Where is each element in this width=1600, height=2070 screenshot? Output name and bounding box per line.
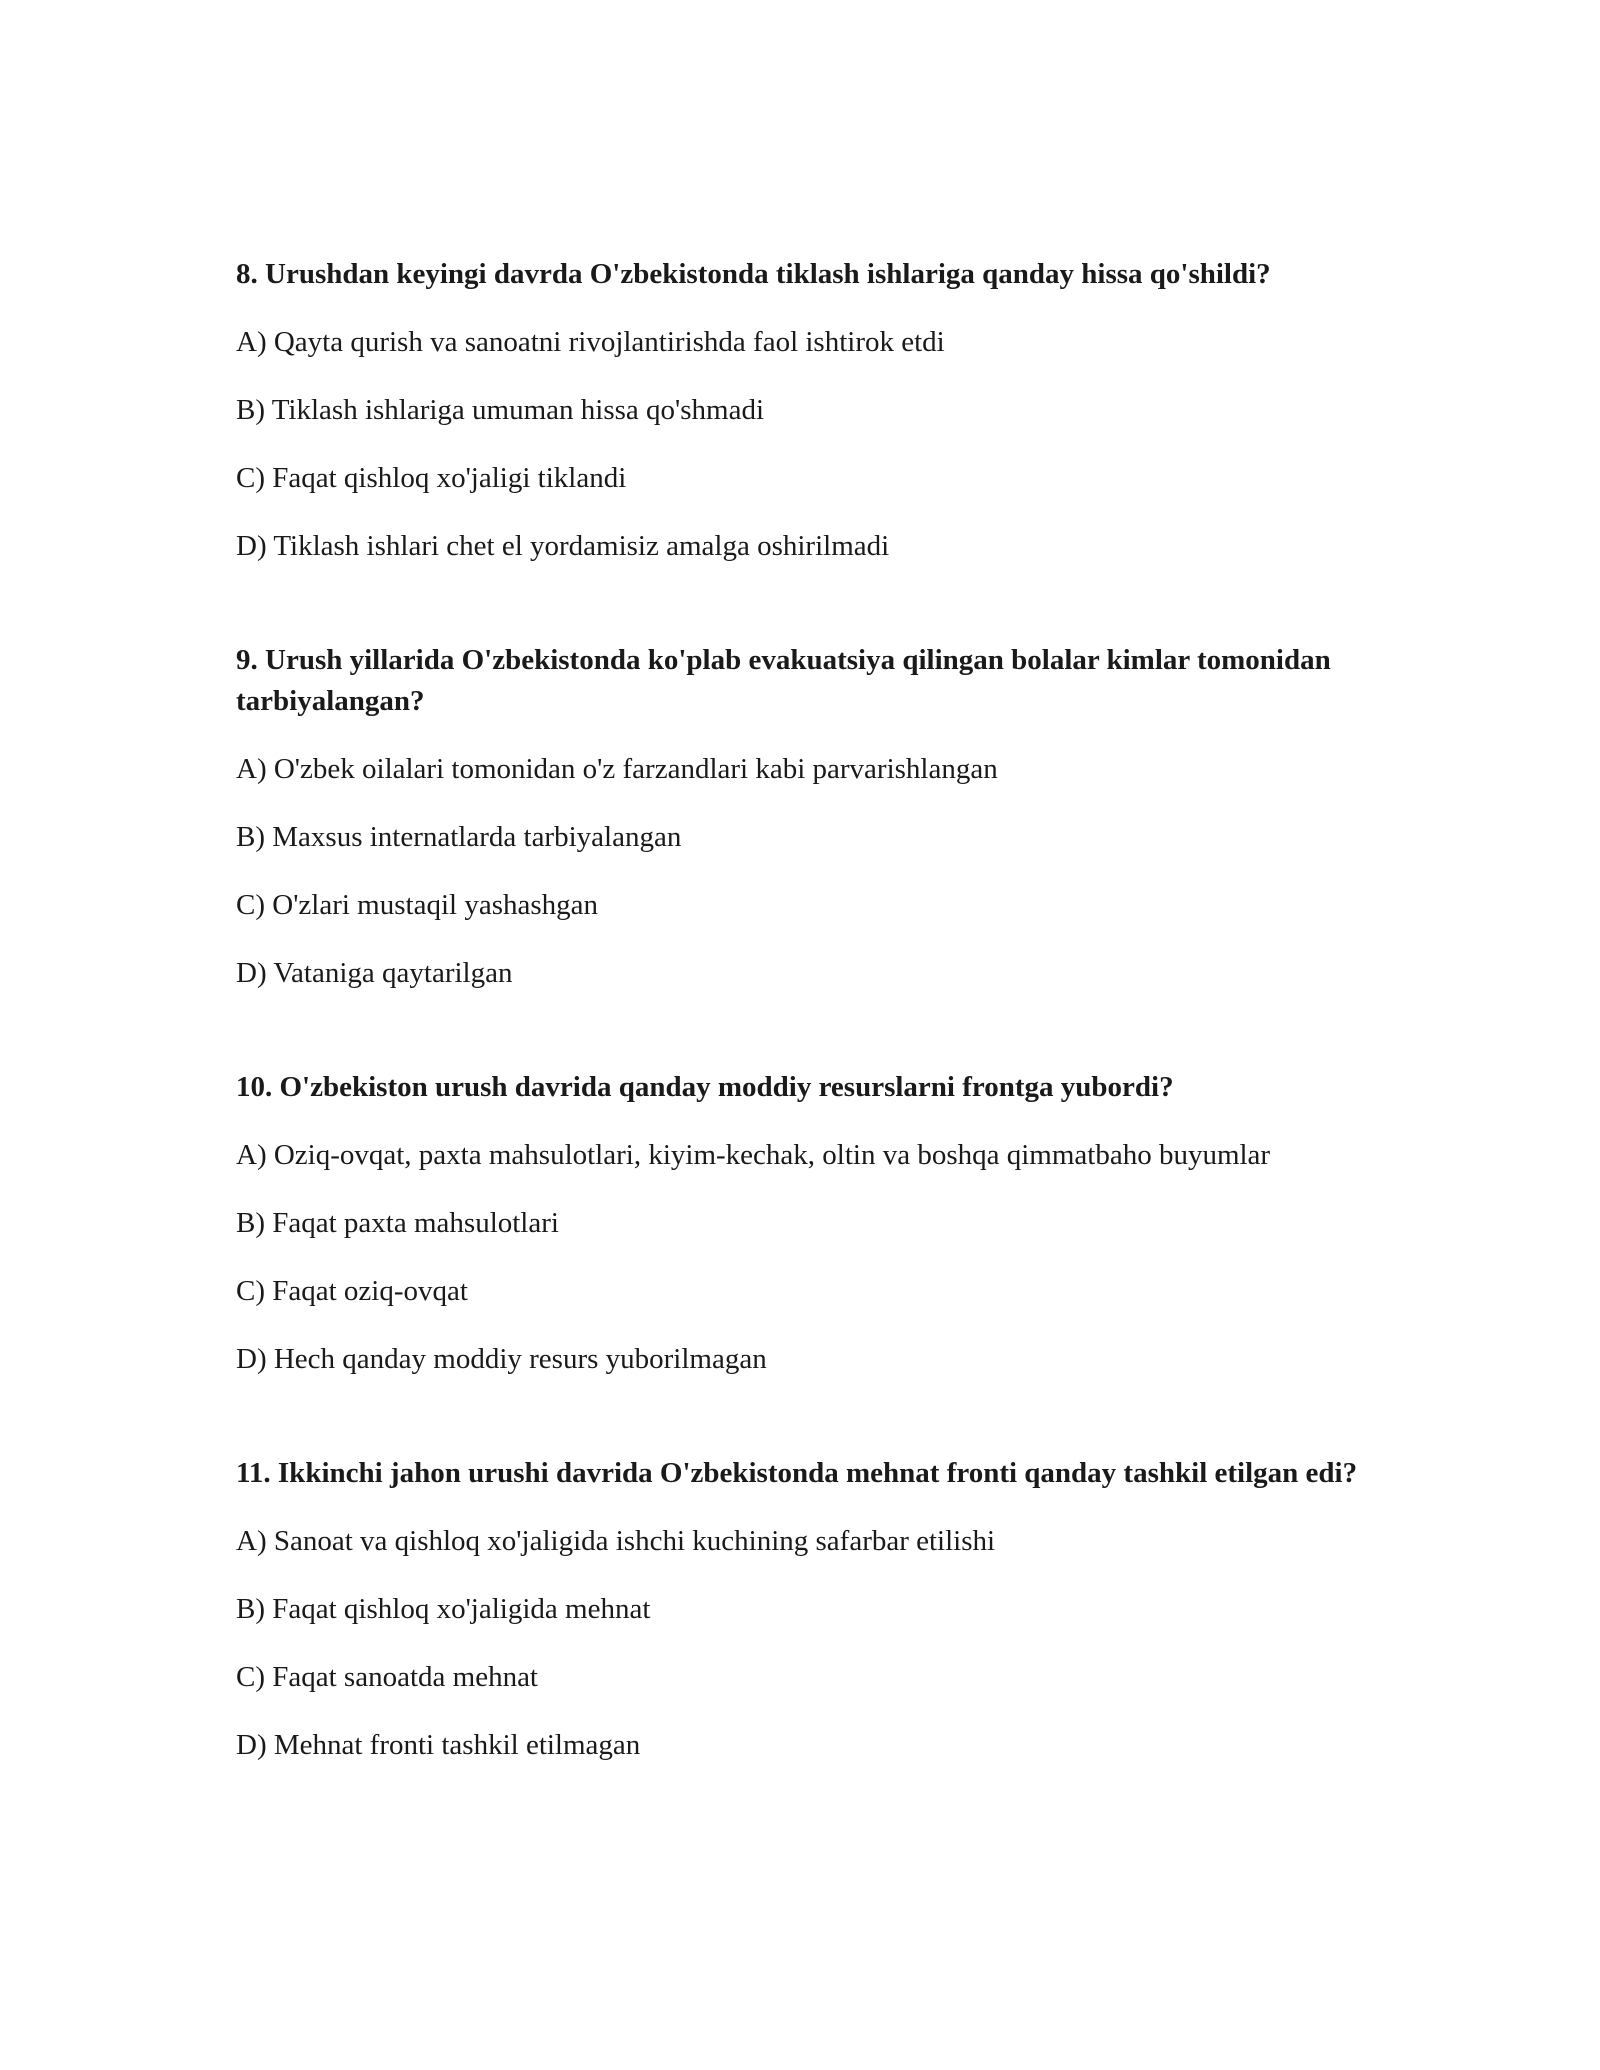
question-text: 9. Urush yillarida O'zbekistonda ko'plab evakuatsiya qilingan bolalar kimlar tomonidan tarbiyalangan? (236, 644, 1331, 717)
answer-option-d: D) Hech qanday moddiy resurs yuborilmagan (236, 1343, 767, 1375)
question-block-10 (236, 1067, 1396, 1380)
question-block-9 (236, 640, 1396, 994)
answer-option-c: C) Faqat oziq-ovqat (236, 1275, 468, 1307)
answer-option-a: A) Sanoat va qishloq xo'jaligida ishchi kuchining safarbar etilishi (236, 1525, 996, 1557)
question-block-8 (236, 254, 1396, 567)
question-text: 11. Ikkinchi jahon urushi davrida O'zbekistonda mehnat fronti qanday tashkil etilgan edi? (236, 1457, 1358, 1489)
question-block-11 (236, 1453, 1396, 1766)
answer-option-a: A) Qayta qurish va sanoatni rivojlantirishda faol ishtirok etdi (236, 326, 945, 358)
question-text: 8. Urushdan keyingi davrda O'zbekistonda tiklash ishlariga qanday hissa qo'shildi? (236, 258, 1271, 290)
document-page (236, 254, 1396, 1839)
answer-option-b: B) Faqat paxta mahsulotlari (236, 1207, 559, 1239)
answer-option-c: C) Faqat sanoatda mehnat (236, 1661, 538, 1693)
question-text: 10. O'zbekiston urush davrida qanday moddiy resurslarni frontga yubordi? (236, 1071, 1174, 1103)
answer-option-d: D) Mehnat fronti tashkil etilmagan (236, 1729, 641, 1761)
answer-option-b: B) Faqat qishloq xo'jaligida mehnat (236, 1593, 651, 1625)
answer-option-c: C) O'zlari mustaqil yashashgan (236, 889, 599, 921)
answer-option-c: C) Faqat qishloq xo'jaligi tiklandi (236, 462, 627, 494)
answer-option-b: B) Maxsus internatlarda tarbiyalangan (236, 821, 682, 853)
answer-option-b: B) Tiklash ishlariga umuman hissa qo'shmadi (236, 394, 765, 426)
answer-option-d: D) Vataniga qaytarilgan (236, 957, 513, 989)
answer-option-d: D) Tiklash ishlari chet el yordamisiz amalga oshirilmadi (236, 530, 890, 562)
answer-option-a: A) Oziq-ovqat, paxta mahsulotlari, kiyim-kechak, oltin va boshqa qimmatbaho buyumlar (236, 1139, 1271, 1171)
answer-option-a: A) O'zbek oilalari tomonidan o'z farzandlari kabi parvarishlangan (236, 753, 998, 785)
